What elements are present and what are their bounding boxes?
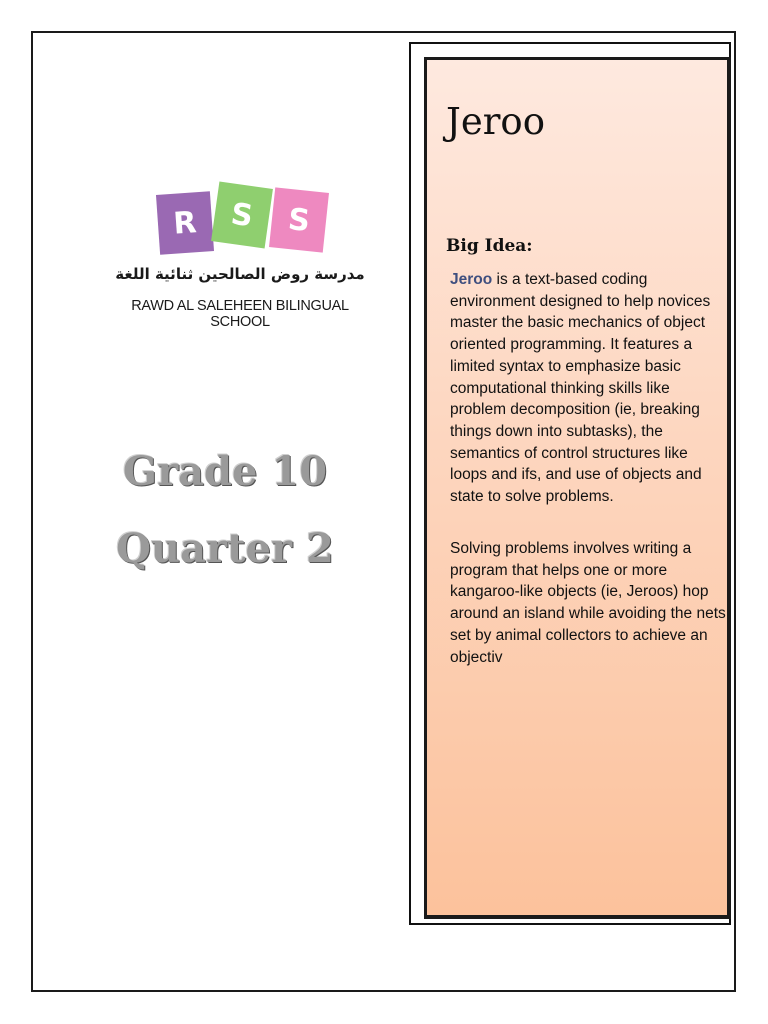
jeroo-highlight: Jeroo (450, 271, 493, 288)
logo-tile-s1: S (211, 182, 273, 249)
description-text: is a text-based coding environment designed to help novices master the basic mechanics of object oriented programming. It features a limited syntax to emphasize basic computational thinking skills like problem decomposition (ie, breaking things down into subtasks), the semantics of control structures like loops and ifs, and use of objects and state to solve problems. (450, 271, 711, 506)
sidebar-title: Jeroo (446, 100, 545, 143)
quarter-heading: Quarter 2 (116, 525, 334, 572)
school-name-english: RAWD AL SALEHEEN BILINGUAL SCHOOL (131, 298, 349, 330)
logo-tile-r: R (156, 191, 214, 255)
big-idea-heading: Big Idea: (446, 236, 533, 256)
grade-heading: Grade 10 (122, 448, 328, 495)
logo-tile-s2: S (269, 187, 329, 252)
school-logo (150, 178, 350, 268)
problem-solving-paragraph: Solving problems involves writing a program that helps one or more kangaroo-like objects (ie, Jeroos) hop around an island while avoiding the nets set by animal collectors to achieve an objectiv (450, 540, 726, 666)
description-paragraph (450, 269, 726, 508)
school-name-arabic: مدرسة روض الصالحين ثنائية اللغة (115, 265, 365, 283)
